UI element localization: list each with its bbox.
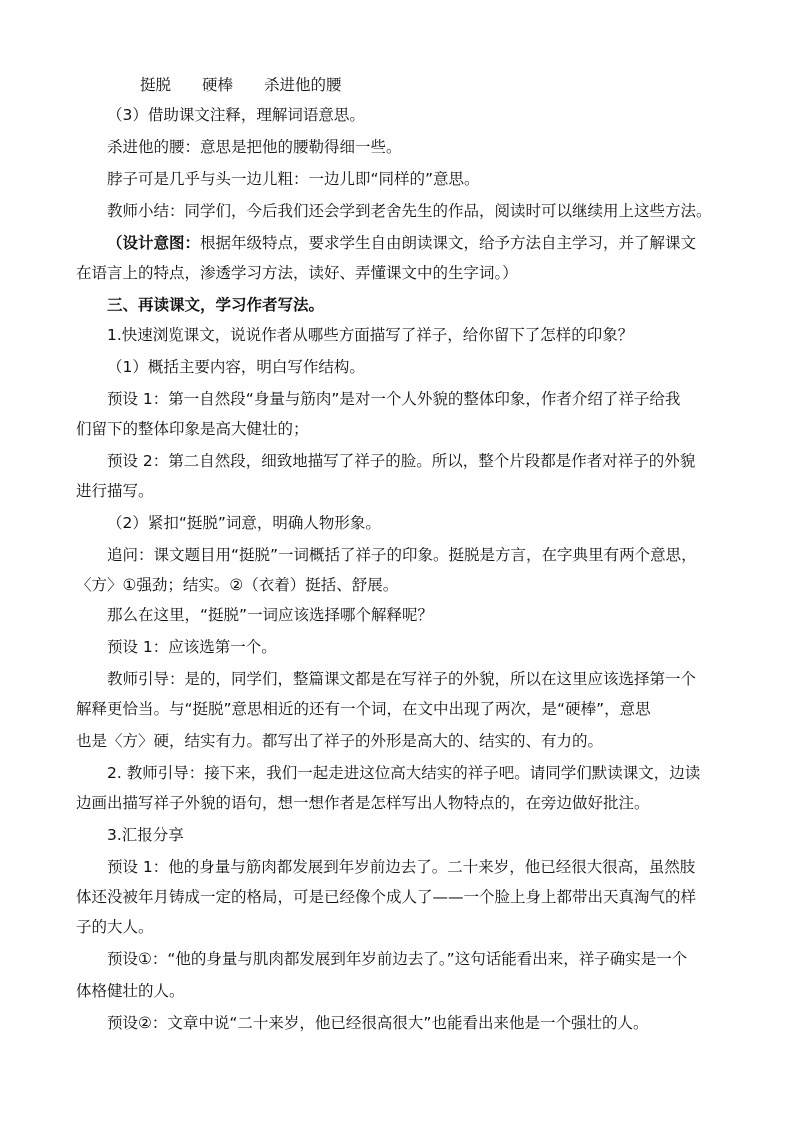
text-line: 子的大人。: [76, 918, 154, 936]
text-line: 脖子可是几乎与头一边儿粗：一边儿即“同样的”意思。: [107, 170, 480, 188]
text-line: 预设 2：第二自然段，细致地描写了祥子的脸。所以，整个片段都是作者对祥子的外貌: [107, 452, 696, 470]
text-line: 挺脱 硬棒 杀进他的腰: [140, 76, 342, 94]
text-line: 那么在这里，“挺脱”一词应该选择哪个解释呢？: [107, 606, 434, 624]
design-intent-text: 根据年级特点，要求学生自由朗读课文，给予方法自主学习，并了解课文: [200, 234, 697, 252]
text-line: （2）紧扣“挺脱”词意，明确人物形象。: [107, 514, 381, 532]
design-intent-label: （设计意图：: [107, 234, 201, 252]
text-line: 3.汇报分享: [107, 826, 184, 844]
text-line: 追问：课文题目用“挺脱”一词概括了祥子的印象。挺脱是方言，在字典里有两个意思，: [107, 546, 697, 564]
text-line: 〈方〉①强劲；结实。②（衣着）挺括、舒展。: [76, 576, 399, 594]
text-line: 预设 1：应该选第一个。: [107, 638, 277, 656]
text-line: 也是〈方〉硬，结实有力。都写出了祥子的外形是高大的、结实的、有力的。: [76, 732, 604, 750]
section-heading: 三、再读课文，学习作者写法。: [107, 296, 325, 314]
text-line: 预设 1：第一自然段“身量与筋肉”是对一个人外貌的整体印象，作者介绍了祥子给我: [107, 390, 681, 408]
text-line: 预设①：“他的身量与肌肉都发展到年岁前边去了。”这句话能看出来，祥子确实是一个: [107, 950, 688, 968]
text-line: 杀进他的腰：意思是把他的腰勒得细一些。: [107, 138, 402, 156]
text-line: （1）概括主要内容，明白写作结构。: [107, 358, 365, 376]
text-line: 们留下的整体印象是高大健壮的；: [76, 420, 309, 438]
text-line: 解释更恰当。与“挺脱”意思相近的还有一个词，在文中出现了两次，是“硬棒”，意思: [76, 700, 651, 718]
text-line: 体格健壮的人。: [76, 982, 185, 1000]
text-line: 2. 教师引导：接下来，我们一起走进这位高大结实的祥子吧。请同学们默读课文，边读: [107, 764, 701, 782]
text-line: 预设②：文章中说“二十来岁，他已经很高很大”也能看出来他是一个强壮的人。: [107, 1014, 649, 1032]
text-line: 预设 1：他的身量与筋肉都发展到年岁前边去了。二十来岁，他已经很大很高，虽然肢: [107, 858, 696, 876]
text-line: 体还没被年月铸成一定的格局，可是已经像个成人了——一个脸上身上都带出天真淘气的样: [76, 888, 697, 906]
text-line: 进行描写。: [76, 482, 154, 500]
text-line: 1.快速浏览课文，说说作者从哪些方面描写了祥子，给你留下了怎样的印象？: [107, 326, 634, 344]
text-line: 教师引导：是的，同学们，整篇课文都是在写祥子的外貌，所以在这里应该选择第一个: [107, 670, 697, 688]
text-line: 教师小结：同学们，今后我们还会学到老舍先生的作品，阅读时可以继续用上这些方法。: [107, 202, 712, 220]
text-line: （3）借助课文注释，理解词语意思。: [107, 106, 365, 124]
design-intent-line: [107, 233, 696, 253]
text-line: 在语言上的特点，渗透学习方法，读好、弄懂课文中的生字词。）: [76, 264, 518, 282]
text-line: 边画出描写祥子外貌的语句，想一想作者是怎样写出人物特点的，在旁边做好批注。: [76, 794, 650, 812]
